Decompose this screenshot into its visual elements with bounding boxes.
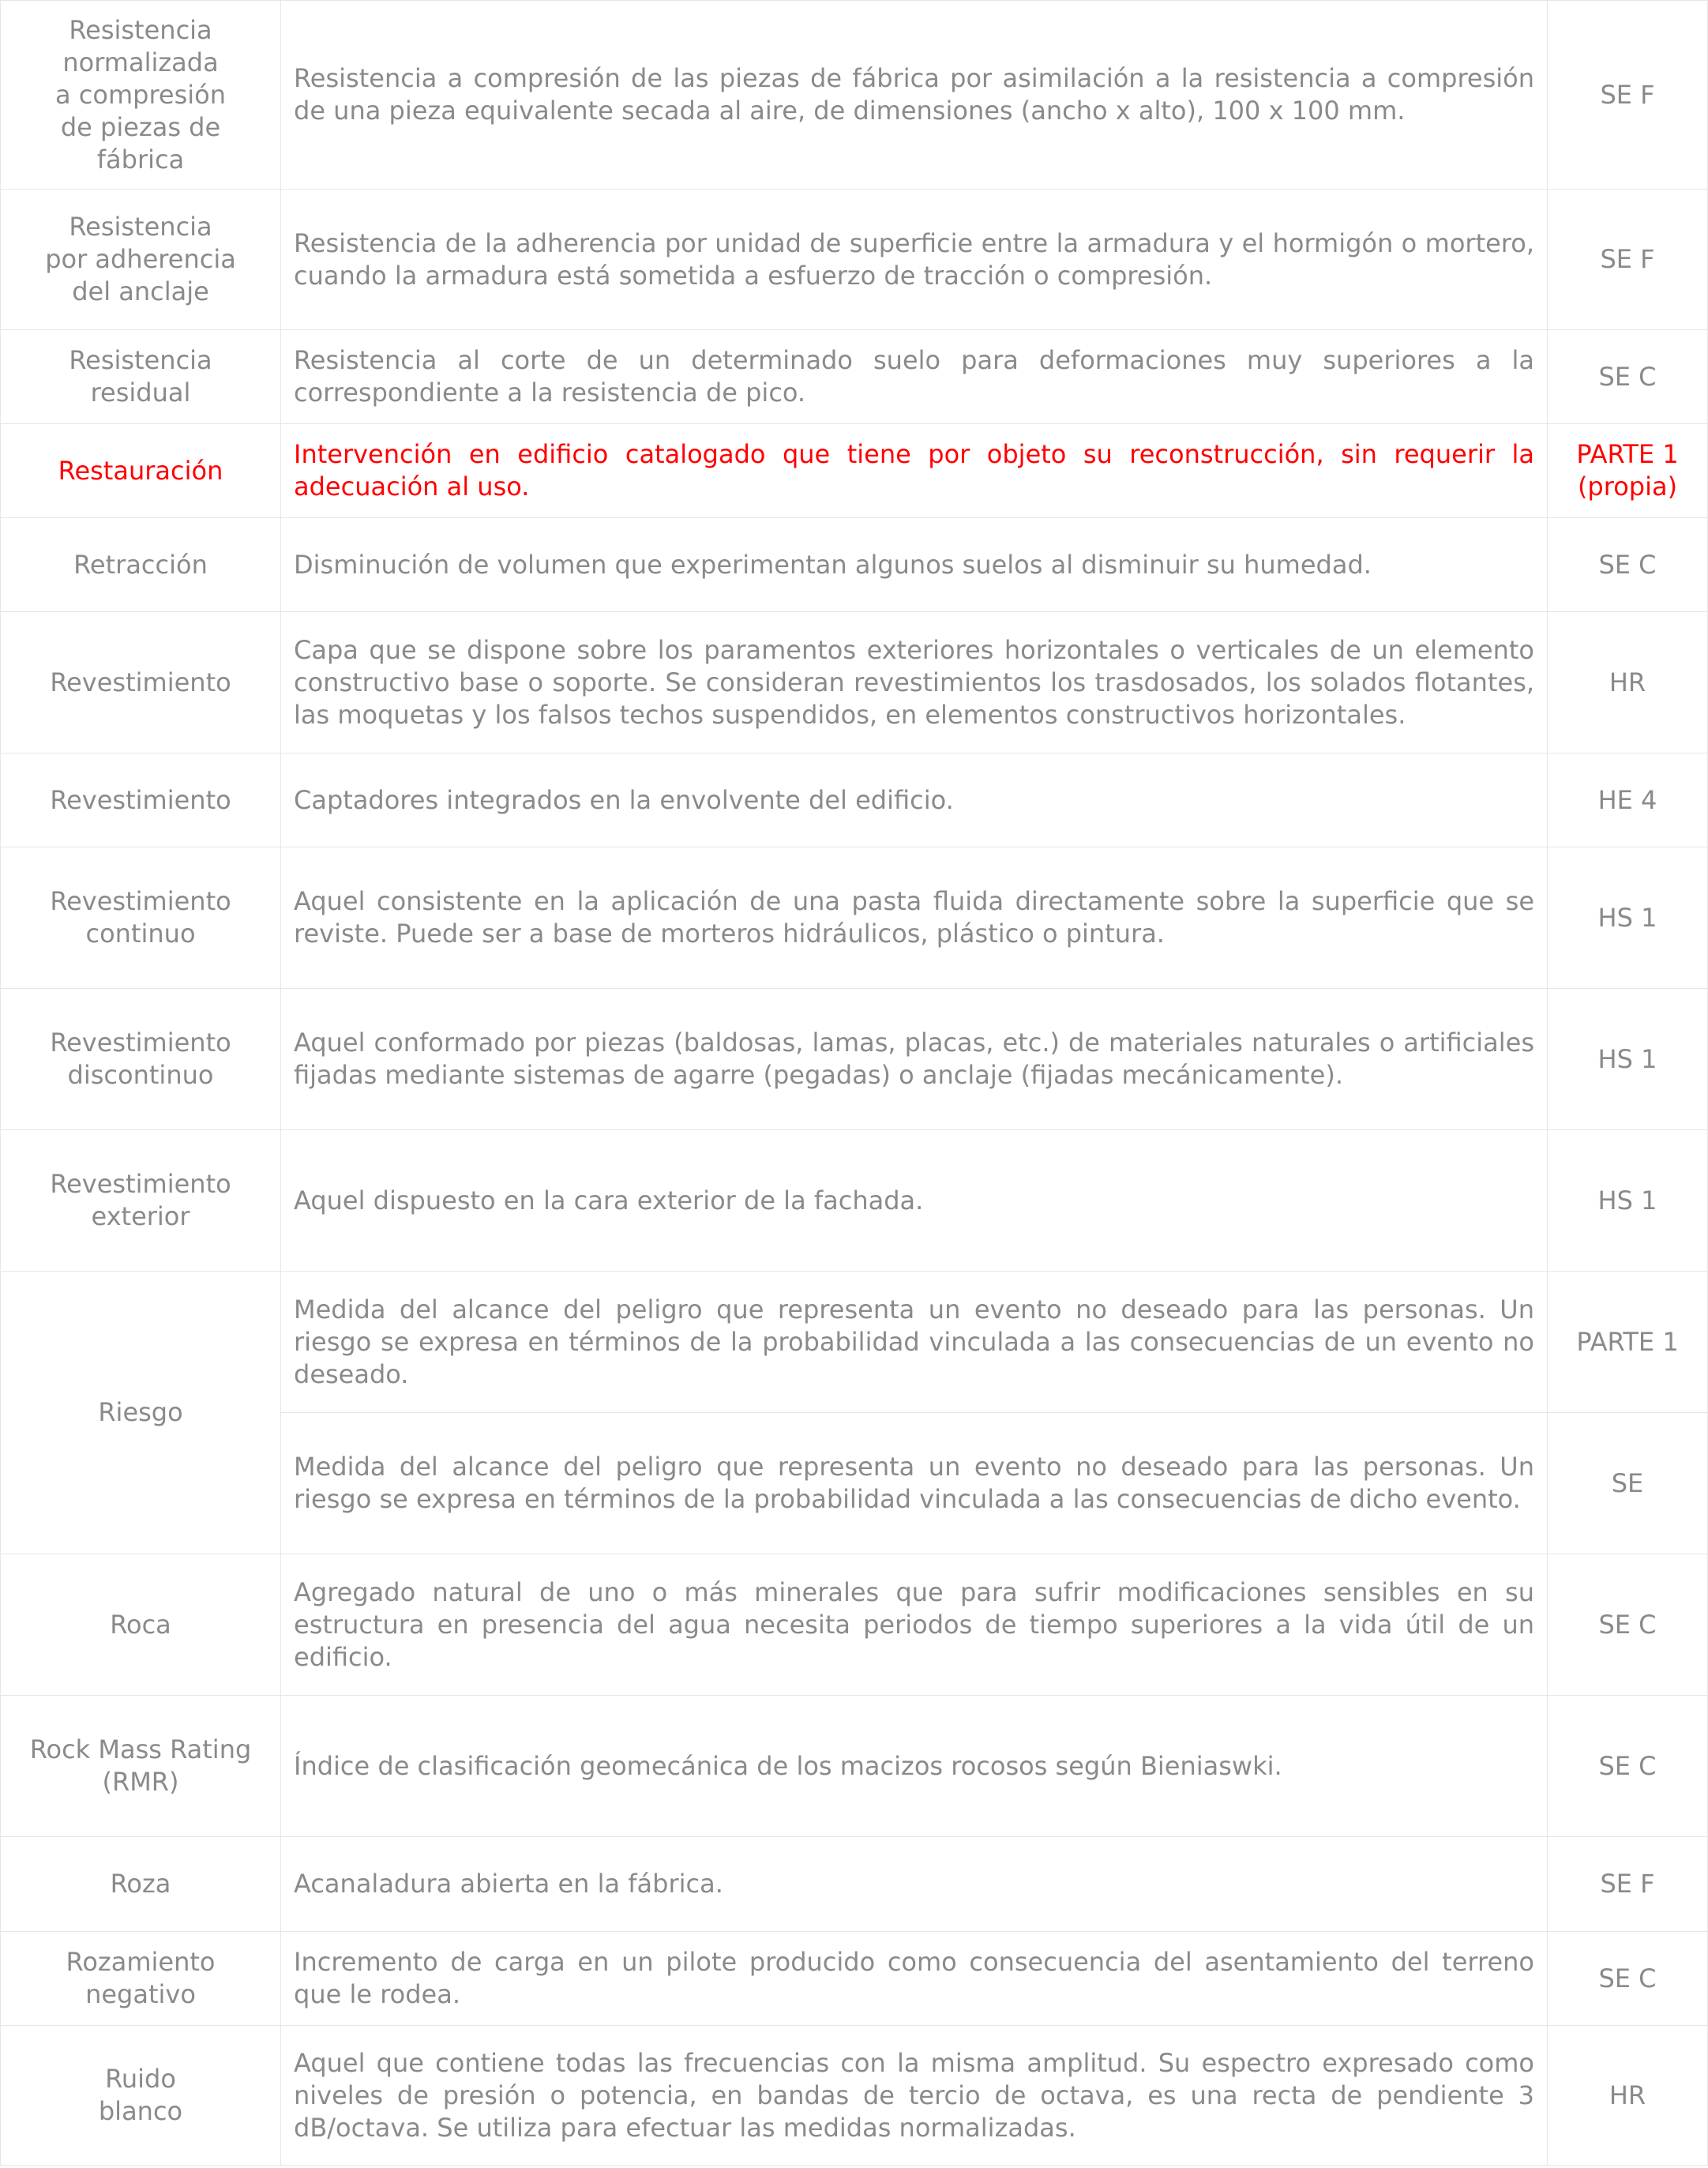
reference-cell: SE C <box>1548 518 1708 612</box>
term-cell <box>1 989 281 1130</box>
definition-cell: Aquel consistente en la aplicación de una pasta fluida directamente sobre la superficie que se reviste. Puede ser a base de morteros hidráulicos, plástico o pintura. <box>281 847 1548 989</box>
term-cell <box>1 1554 281 1696</box>
reference-cell: SE C <box>1548 330 1708 424</box>
reference-cell: SE C <box>1548 1696 1708 1837</box>
glossary-body <box>1 1 1708 2166</box>
reference-cell: SE C <box>1548 1554 1708 1696</box>
term-cell <box>1 1130 281 1272</box>
reference-cell: SE F <box>1548 190 1708 330</box>
term-line: Restauración <box>58 455 223 486</box>
table-row <box>1 1272 1708 1413</box>
table-row <box>1 190 1708 330</box>
term-line: Revestimiento <box>50 1028 231 1058</box>
term-line: Resistencia <box>69 212 212 242</box>
term-line: Revestimiento <box>50 784 231 815</box>
reference-cell: HR <box>1548 2026 1708 2166</box>
definition-cell: Acanaladura abierta en la fábrica. <box>281 1837 1548 1932</box>
term-cell <box>1 847 281 989</box>
table-row-highlighted <box>1 424 1708 518</box>
table-row <box>1 330 1708 424</box>
term-line: Revestimiento <box>50 886 231 916</box>
term-line: Ruido <box>105 2064 176 2094</box>
definition-cell: Resistencia de la adherencia por unidad de superficie entre la armadura y el hormigón o mortero, cuando la armadura está sometida a esfuerzo de tracción o compresión. <box>281 190 1548 330</box>
term-line: Rock Mass Rating <box>29 1734 252 1764</box>
term-line: residual <box>90 378 191 408</box>
reference-cell: SE <box>1548 1413 1708 1554</box>
table-row <box>1 1932 1708 2026</box>
reference-cell: HE 4 <box>1548 753 1708 847</box>
definition-cell: Medida del alcance del peligro que representa un evento no deseado para las personas. Un riesgo se expresa en términos de la probabilidad vinculada a las consecuencias de un evento no deseado. <box>281 1272 1548 1413</box>
table-row <box>1 1554 1708 1696</box>
table-row <box>1 1130 1708 1272</box>
table-row <box>1 612 1708 753</box>
term-line: por adherencia <box>45 244 236 274</box>
term-line: (RMR) <box>102 1767 179 1797</box>
table-row <box>1 518 1708 612</box>
definition-cell: Incremento de carga en un pilote producido como consecuencia del asentamiento del terreno que le rodea. <box>281 1932 1548 2026</box>
term-cell <box>1 190 281 330</box>
term-line: Retracción <box>73 549 208 580</box>
table-row <box>1 1696 1708 1837</box>
term-line: continuo <box>85 919 196 949</box>
term-cell <box>1 330 281 424</box>
definition-cell: Índice de clasificación geomecánica de los macizos rocosos según Bieniaswki. <box>281 1696 1548 1837</box>
reference-cell <box>1548 424 1708 518</box>
table-row <box>1 2026 1708 2166</box>
term-cell <box>1 424 281 518</box>
term-line: exterior <box>91 1201 190 1231</box>
reference-cell: HS 1 <box>1548 847 1708 989</box>
term-line: Resistencia <box>69 14 212 45</box>
reference-cell: HS 1 <box>1548 1130 1708 1272</box>
term-line: negativo <box>85 1979 196 2009</box>
term-line: Resistencia <box>69 345 212 375</box>
term-line: Roca <box>110 1609 171 1640</box>
table-row <box>1 753 1708 847</box>
term-line: de piezas de <box>60 111 221 142</box>
term-line: discontinuo <box>67 1060 214 1090</box>
term-line: Revestimiento <box>50 667 231 697</box>
term-cell <box>1 1272 281 1554</box>
definition-cell: Disminución de volumen que experimentan algunos suelos al disminuir su humedad. <box>281 518 1548 612</box>
term-cell <box>1 753 281 847</box>
table-row <box>1 1 1708 190</box>
reference-cell: SE F <box>1548 1837 1708 1932</box>
reference-line: PARTE 1 <box>1576 439 1679 469</box>
term-cell <box>1 2026 281 2166</box>
definition-cell: Aquel dispuesto en la cara exterior de la fachada. <box>281 1130 1548 1272</box>
definition-cell: Medida del alcance del peligro que representa un evento no deseado para las personas. Un riesgo se expresa en términos de la probabilidad vinculada a las consecuencias de dicho evento. <box>281 1413 1548 1554</box>
definition-cell: Capa que se dispone sobre los paramentos exteriores horizontales o verticales de un elemento constructivo base o soporte. Se consideran revestimientos los trasdosados, los solados flotantes, las moquetas y los falsos techos suspendidos, en elementos constructivos horizontales. <box>281 612 1548 753</box>
term-cell <box>1 1 281 190</box>
term-line: fábrica <box>96 144 185 175</box>
term-cell <box>1 1696 281 1837</box>
term-cell <box>1 1932 281 2026</box>
definition-cell: Resistencia al corte de un determinado suelo para deformaciones muy superiores a la correspondiente a la resistencia de pico. <box>281 330 1548 424</box>
definition-cell: Aquel que contiene todas las frecuencias con la misma amplitud. Su espectro expresado como niveles de presión o potencia, en bandas de tercio de octava, es una recta de pendiente 3 dB/octava. Se utiliza para efectuar las medidas normalizadas. <box>281 2026 1548 2166</box>
reference-cell: HR <box>1548 612 1708 753</box>
term-line: normalizada <box>62 47 219 77</box>
definition-cell: Aquel conformado por piezas (baldosas, lamas, placas, etc.) de materiales naturales o artificiales fijadas mediante sistemas de agarre (pegadas) o anclaje (fijadas mecánicamente). <box>281 989 1548 1130</box>
term-line: Riesgo <box>98 1397 183 1427</box>
term-line: a compresión <box>55 79 226 110</box>
term-line: Rozamiento <box>66 1947 216 1977</box>
table-row <box>1 847 1708 989</box>
term-line: blanco <box>98 2096 183 2126</box>
reference-line: (propia) <box>1577 472 1678 502</box>
term-line: del anclaje <box>72 276 209 306</box>
table-row <box>1 989 1708 1130</box>
term-cell <box>1 612 281 753</box>
reference-cell: PARTE 1 <box>1548 1272 1708 1413</box>
reference-cell: SE F <box>1548 1 1708 190</box>
table-row <box>1 1837 1708 1932</box>
term-cell <box>1 518 281 612</box>
definition-cell: Agregado natural de uno o más minerales que para sufrir modificaciones sensibles en su estructura en presencia del agua necesita periodos de tiempo superiores a la vida útil de un edificio. <box>281 1554 1548 1696</box>
definition-cell: Intervención en edificio catalogado que tiene por objeto su reconstrucción, sin requerir la adecuación al uso. <box>281 424 1548 518</box>
reference-cell: SE C <box>1548 1932 1708 2026</box>
reference-cell: HS 1 <box>1548 989 1708 1130</box>
definition-cell: Captadores integrados en la envolvente del edificio. <box>281 753 1548 847</box>
term-line: Roza <box>110 1869 171 1899</box>
term-cell <box>1 1837 281 1932</box>
definition-cell: Resistencia a compresión de las piezas de fábrica por asimilación a la resistencia a compresión de una pieza equivalente secada al aire, de dimensiones (ancho x alto), 100 x 100 mm. <box>281 1 1548 190</box>
term-line: Revestimiento <box>50 1169 231 1199</box>
